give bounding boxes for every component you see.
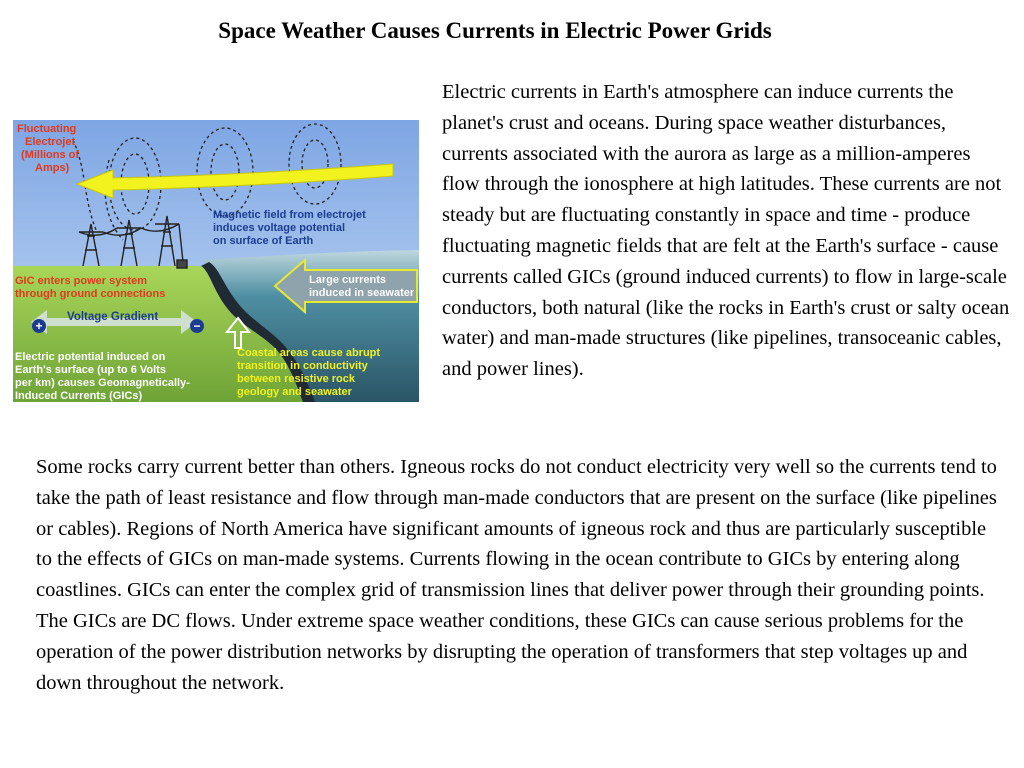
coastal-label-line: Coastal areas cause abrupt xyxy=(237,347,381,359)
space-weather-diagram xyxy=(13,120,419,402)
large-currents-label-line: induced in seawater xyxy=(309,287,415,299)
gic-enters-label-line: GIC enters power system xyxy=(15,275,148,287)
page-title: Space Weather Causes Currents in Electric Power Grids xyxy=(218,18,772,43)
magnetic-field-label-line: Magnetic field from electrojet xyxy=(213,209,366,221)
gic-enters-label xyxy=(15,275,165,300)
magnetic-field-label-line: on surface of Earth xyxy=(213,235,314,247)
diagram-svg xyxy=(13,120,419,402)
intro-paragraph: Electric currents in Earth's atmosphere can induce currents the planet's crust and oceans. During space weather disturbances, currents associated with the aurora as large as a million-amperes flow through the ionosphere at high latitudes. These currents are not steady but are fluctuating constantly in space and time - produce fluctuating magnetic fields that are felt at the Earth's surface - cause currents called GICs (ground induced currents) to flow in large-scale conductors, both natural (like the rocks in Earth's crust or salty ocean water) and man-made structures (like pipelines, transoceanic cables, and power lines). xyxy=(442,81,1010,381)
large-currents-label-line: Large currents xyxy=(309,274,387,286)
voltage-gradient-label: Voltage Gradient xyxy=(67,311,159,323)
electric-potential-label-line: Earth's surface (up to 6 Volts xyxy=(15,364,166,376)
electric-potential-label-line: per km) causes Geomagnetically- xyxy=(15,377,190,389)
electrojet-label-line: Electrojet xyxy=(25,136,76,148)
coastal-label-line: transition in conductivity xyxy=(237,360,368,372)
electrojet-label-line: (Millions of xyxy=(21,149,80,161)
magnetic-field-label-line: induces voltage potential xyxy=(213,222,346,234)
gic-enters-label-line: through ground connections xyxy=(15,288,166,300)
electrojet-label-line: Fluctuating xyxy=(17,123,77,135)
minus-terminal-label: − xyxy=(193,319,201,333)
electrojet-label-line: Amps) xyxy=(35,162,70,174)
coastal-label-line: between resistive rock xyxy=(237,373,356,385)
body-paragraph: Some rocks carry current better than others. Igneous rocks do not conduct electricity very well so the currents tend to take the path of least resistance and flow through man-made conductors that are present on the surface (like pipelines or cables). Regions of North America have significant amounts of igneous rock and thus are particularly susceptible to the effects of GICs on man-made systems. Currents flowing in the ocean contribute to GICs by entering along coastlines. GICs can enter the complex grid of transmission lines that deliver power through their grounding points. The GICs are DC flows. Under extreme space weather conditions, these GICs can cause serious problems for the operation of the power distribution networks by disrupting the operation of transformers that step voltages up and down throughout the network. xyxy=(36,456,997,694)
electric-potential-label-line: Electric potential induced on xyxy=(15,351,166,363)
electric-potential-label-line: Induced Currents (GICs) xyxy=(15,390,143,402)
plus-terminal-label: + xyxy=(35,319,43,333)
coastal-label-line: geology and seawater xyxy=(237,386,352,398)
